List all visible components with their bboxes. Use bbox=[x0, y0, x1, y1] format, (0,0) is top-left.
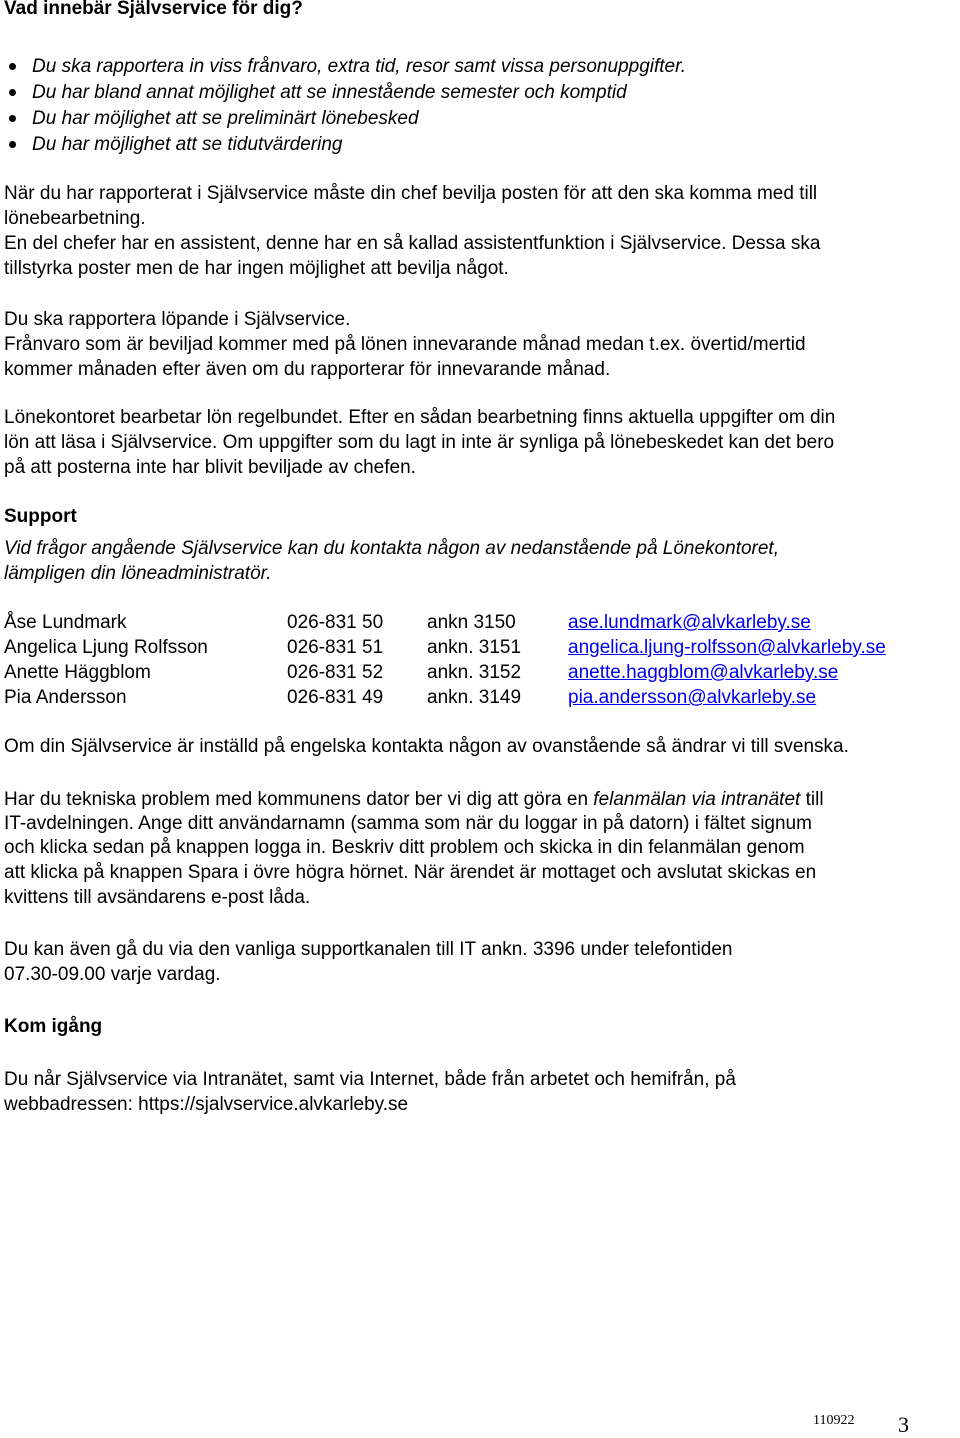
paragraph-line: IT-avdelningen. Ange ditt användarnamn (samma som när du loggar in på datorn) i fältet signum bbox=[4, 813, 812, 834]
bullet-dot-icon bbox=[9, 141, 16, 148]
bullet-item: Du har bland annat möjlighet att se innestående semester och komptid bbox=[32, 82, 627, 103]
paragraph-line: lön att läsa i Självservice. Om uppgifter som du lagt in inte är synliga på lönebeskedet kan det bero bbox=[4, 432, 835, 453]
paragraph-line: Du ska rapportera löpande i Självservice. bbox=[4, 309, 351, 330]
contact-phone: 026-831 52 bbox=[287, 662, 384, 683]
page-heading: Vad innebär Självservice för dig? bbox=[4, 0, 303, 19]
contact-email-link[interactable]: ase.lundmark@alvkarleby.se bbox=[568, 612, 811, 633]
bullet-item: Du ska rapportera in viss frånvaro, extra tid, resor samt vissa personuppgifter. bbox=[32, 56, 687, 77]
paragraph-line: När du har rapporterat i Självservice måste din chef bevilja posten för att den ska komma med till bbox=[4, 183, 818, 204]
support-heading: Support bbox=[4, 506, 77, 527]
contact-extension: ankn 3150 bbox=[427, 612, 516, 633]
contact-extension: ankn. 3149 bbox=[427, 687, 522, 708]
tech-line-end: till bbox=[800, 789, 824, 810]
contact-name: Åse Lundmark bbox=[4, 612, 127, 633]
paragraph-line: kvittens till avsändarens e-post låda. bbox=[4, 887, 311, 908]
fault-report-link[interactable]: felanmälan via intranätet bbox=[593, 789, 801, 810]
contact-email-link[interactable]: angelica.ljung-rolfsson@alvkarleby.se bbox=[568, 637, 886, 658]
bullet-item: Du har möjlighet att se tidutvärdering bbox=[32, 134, 343, 155]
paragraph-line: på att posterna inte har blivit beviljade av chefen. bbox=[4, 457, 416, 478]
paragraph-line: Du kan även gå du via den vanliga supportkanalen till IT ankn. 3396 under telefontiden bbox=[4, 939, 733, 960]
contact-extension: ankn. 3151 bbox=[427, 637, 522, 658]
getting-started-heading: Kom igång bbox=[4, 1016, 103, 1037]
paragraph-line: och klicka sedan på knappen logga in. Beskriv ditt problem och skicka in din felanmälan genom bbox=[4, 837, 805, 858]
contact-extension: ankn. 3152 bbox=[427, 662, 522, 683]
bullet-dot-icon bbox=[9, 63, 16, 70]
contact-name: Anette Häggblom bbox=[4, 662, 151, 683]
contact-email-link[interactable]: pia.andersson@alvkarleby.se bbox=[568, 687, 817, 708]
paragraph-line: Du når Självservice via Intranätet, samt via Internet, både från arbetet och hemifrån, på bbox=[4, 1069, 736, 1090]
support-intro-line: Vid frågor angående Självservice kan du kontakta någon av nedanstående på Lönekontoret, bbox=[4, 538, 779, 559]
contact-phone: 026-831 51 bbox=[287, 637, 384, 658]
paragraph-line bbox=[4, 787, 824, 812]
bullet-item: Du har möjlighet att se preliminärt lönebesked bbox=[32, 108, 419, 129]
paragraph-line: lönebearbetning. bbox=[4, 208, 146, 229]
contact-phone: 026-831 50 bbox=[287, 612, 384, 633]
paragraph-line: tillstyrka poster men de har ingen möjlighet att bevilja något. bbox=[4, 258, 509, 279]
tech-line-start: Har du tekniska problem med kommunens dator ber vi dig att göra en bbox=[4, 789, 594, 810]
bullet-dot-icon bbox=[9, 115, 16, 122]
paragraph-line: En del chefer har en assistent, denne har en så kallad assistentfunktion i Självservice. Dessa ska bbox=[4, 233, 821, 254]
paragraph-line: kommer månaden efter även om du rapporterar för innevarande månad. bbox=[4, 359, 611, 380]
paragraph-line: 07.30-09.00 varje vardag. bbox=[4, 964, 221, 985]
document-code: 110922 bbox=[813, 1413, 855, 1428]
paragraph-line: att klicka på knappen Spara i övre högra hörnet. När ärendet är mottaget och avslutat skickas en bbox=[4, 862, 817, 883]
paragraph-line: Lönekontoret bearbetar lön regelbundet. Efter en sådan bearbetning finns aktuella uppgifter om din bbox=[4, 407, 836, 428]
page-number: 3 bbox=[898, 1412, 909, 1437]
contact-name: Angelica Ljung Rolfsson bbox=[4, 637, 208, 658]
paragraph-line: webbadressen: https://sjalvservice.alvkarleby.se bbox=[4, 1094, 409, 1115]
contact-phone: 026-831 49 bbox=[287, 687, 384, 708]
bullet-dot-icon bbox=[9, 89, 16, 96]
paragraph-line: Frånvaro som är beviljad kommer med på lönen innevarande månad medan t.ex. övertid/mertid bbox=[4, 334, 806, 355]
support-intro-line: lämpligen din löneadministratör. bbox=[4, 563, 272, 584]
english-setting-note: Om din Självservice är inställd på engelska kontakta någon av ovanstående så ändrar vi till svenska. bbox=[4, 736, 849, 757]
contact-email-link[interactable]: anette.haggblom@alvkarleby.se bbox=[568, 662, 839, 683]
contact-name: Pia Andersson bbox=[4, 687, 127, 708]
